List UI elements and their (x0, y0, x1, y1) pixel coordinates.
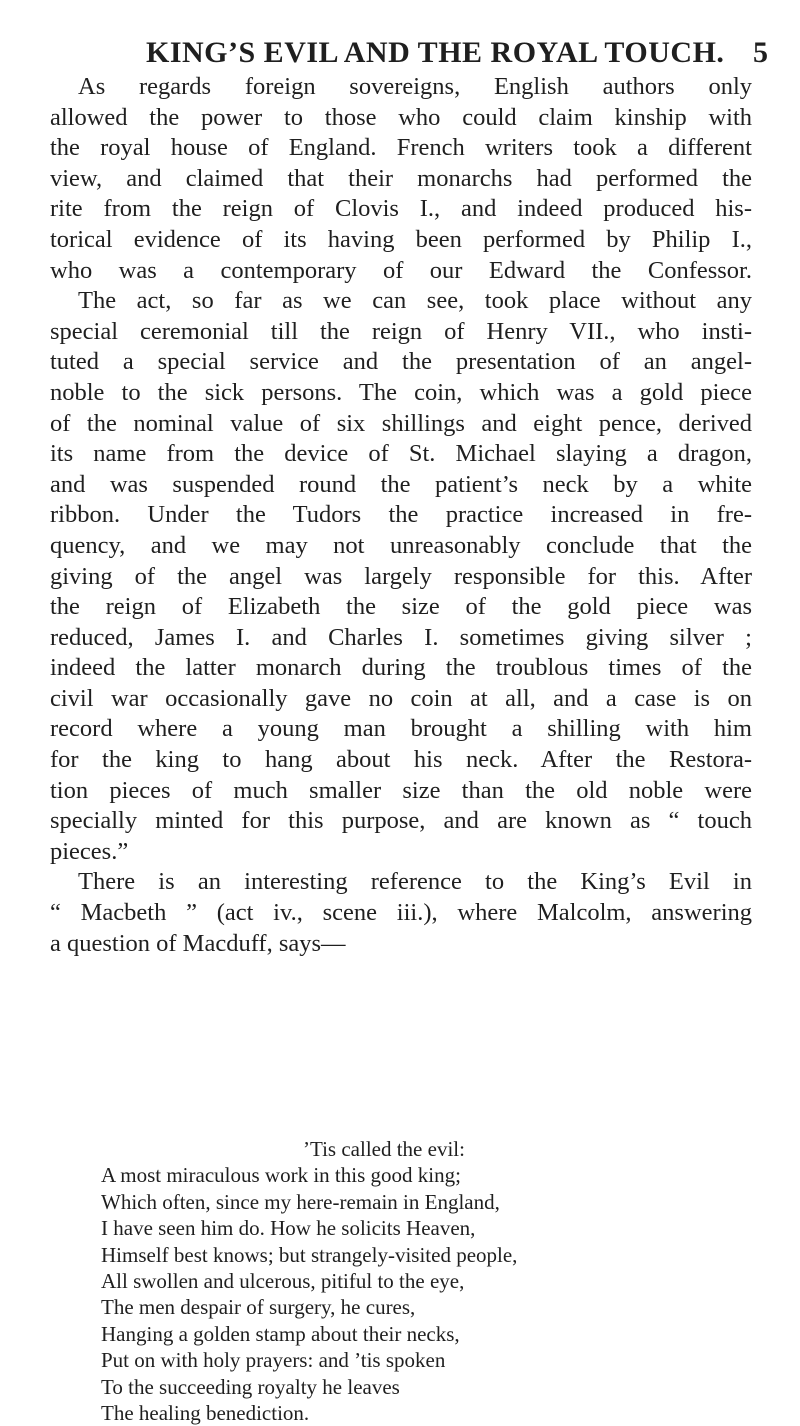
text-line: noble to the sick persons. The coin, which was a gold piece (50, 378, 752, 406)
body-text (50, 72, 752, 959)
text-line: torical evidence of its having been performed by Philip I., (50, 225, 752, 253)
text-line: specially minted for this purpose, and are known as “ touch (50, 807, 752, 835)
text-line: tuted a special service and the presentation of an angel- (50, 348, 752, 376)
verse-line: Put on with holy prayers: and ’tis spoken (101, 1348, 446, 1373)
text-line: civil war occasionally gave no coin at all, and a case is on (50, 684, 752, 712)
verse-line: All swollen and ulcerous, pitiful to the eye, (101, 1268, 465, 1293)
text-line: The act, so far as we can see, took place without any (78, 287, 752, 315)
text-line: of the nominal value of six shillings and eight pence, derived (50, 409, 752, 437)
verse-line: The healing benediction. (101, 1400, 310, 1425)
text-line: allowed the power to those who could claim kinship with (50, 103, 752, 131)
verse-line: Himself best knows; but strangely-visited people, (101, 1242, 518, 1267)
verse-line: To the succeeding royalty he leaves (101, 1374, 400, 1399)
verse-line: A most miraculous work in this good king; (101, 1163, 461, 1188)
text-line: As regards foreign sovereigns, English authors only (78, 73, 752, 100)
text-line: indeed the latter monarch during the troublous times of the (50, 654, 752, 682)
text-line: and was suspended round the patient’s neck by a white (50, 470, 752, 498)
text-line: “ Macbeth ” (act iv., scene iii.), where Malcolm, answering (50, 899, 752, 927)
text-line: There is an interesting reference to the King’s Evil in (78, 868, 752, 896)
text-line: who was a contemporary of our Edward the Confessor. (50, 256, 752, 284)
text-line: pieces.” (50, 837, 129, 865)
text-line: record where a young man brought a shilling with him (50, 715, 752, 743)
text-line: reduced, James I. and Charles I. sometimes giving silver ; (50, 623, 752, 651)
text-line: giving of the angel was largely responsible for this. After (50, 562, 752, 590)
paragraph-2 (50, 286, 752, 867)
page-number: 5 (753, 36, 768, 69)
text-line: its name from the device of St. Michael slaying a dragon, (50, 440, 752, 468)
text-line: ribbon. Under the Tudors the practice increased in fre- (50, 501, 752, 529)
running-head (146, 36, 776, 76)
verse-line: I have seen him do. How he solicits Heaven, (101, 1216, 476, 1241)
paragraph-3 (50, 867, 752, 959)
verse-line: ’Tis called the evil: (303, 1137, 465, 1161)
text-line: quency, and we may not unreasonably conclude that the (50, 531, 752, 559)
text-line: the royal house of England. French writers took a different (50, 134, 752, 162)
text-line: for the king to hang about his neck. After the Restora- (50, 746, 752, 774)
text-line: tion pieces of much smaller size than the old noble were (50, 776, 752, 804)
text-line: a question of Macduff, says— (50, 929, 346, 957)
text-line: the reign of Elizabeth the size of the gold piece was (50, 593, 752, 621)
text-line: view, and claimed that their monarchs had performed the (50, 164, 752, 192)
text-line: special ceremonial till the reign of Henry VII., who insti- (50, 317, 752, 345)
text-line: rite from the reign of Clovis I., and indeed produced his- (50, 195, 752, 223)
paragraph-1 (50, 72, 752, 286)
verse-line: Hanging a golden stamp about their necks, (101, 1321, 460, 1346)
running-title: KING’S EVIL AND THE ROYAL TOUCH. (146, 36, 725, 69)
verse-line: The men despair of surgery, he cures, (101, 1295, 416, 1320)
verse-line: Which often, since my here-remain in England, (101, 1189, 500, 1214)
verse-quotation (101, 1136, 701, 1426)
